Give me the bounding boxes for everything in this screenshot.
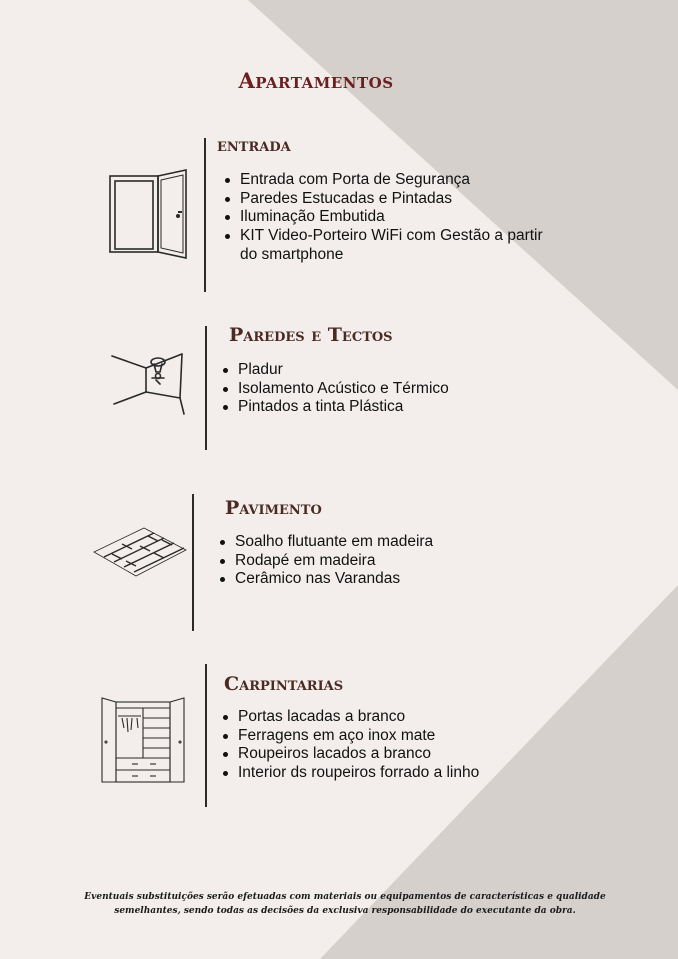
section-divider: [205, 664, 207, 807]
section-title-entrada: entrada: [217, 134, 291, 156]
section-list-pavimento: [219, 533, 539, 589]
footer-note: Eventuais substituições serão efetuadas com materiais ou equipamentos de características e qualidade semelhantes, sendo todas as decisões da exclusiva responsabilidade do executante da obra.: [84, 892, 606, 916]
section-list-entrada: [224, 171, 544, 265]
section-title-paredes-e-tectos: Paredes e Tectos: [229, 324, 393, 346]
list-item: Soalho flutuante em madeira: [219, 533, 539, 552]
list-item: Pladur: [222, 361, 542, 380]
list-item: Portas lacadas a branco: [222, 708, 552, 727]
section-title-pavimento: Pavimento: [225, 497, 322, 519]
list-item: Cerâmico nas Varandas: [219, 570, 539, 589]
list-item: Isolamento Acústico e Térmico: [222, 380, 542, 399]
list-item: Entrada com Porta de Segurança: [224, 171, 544, 190]
door-icon: [106, 168, 192, 260]
list-item: KIT Video-Porteiro WiFi com Gestão a partir do smartphone: [224, 227, 544, 264]
page-title: Apartamentos: [238, 68, 394, 93]
list-item: Ferragens em aço inox mate: [222, 727, 552, 746]
section-divider: [205, 326, 207, 450]
list-item: Interior ds roupeiros forrado a linho: [222, 764, 552, 783]
section-divider: [192, 494, 194, 631]
list-item: Rodapé em madeira: [219, 552, 539, 571]
ceiling-light-icon: [110, 352, 190, 416]
list-item: Roupeiros lacados a branco: [222, 745, 552, 764]
section-divider: [204, 138, 206, 292]
list-item: Iluminação Embutida: [224, 208, 544, 227]
section-list-paredes-e-tectos: [222, 361, 542, 417]
floor-planks-icon: [92, 526, 188, 580]
list-item: Paredes Estucadas e Pintadas: [224, 190, 544, 209]
wardrobe-icon: [98, 694, 188, 786]
section-title-carpintarias: Carpintarias: [224, 673, 344, 695]
section-list-carpintarias: [222, 708, 552, 783]
list-item: Pintados a tinta Plástica: [222, 398, 542, 417]
